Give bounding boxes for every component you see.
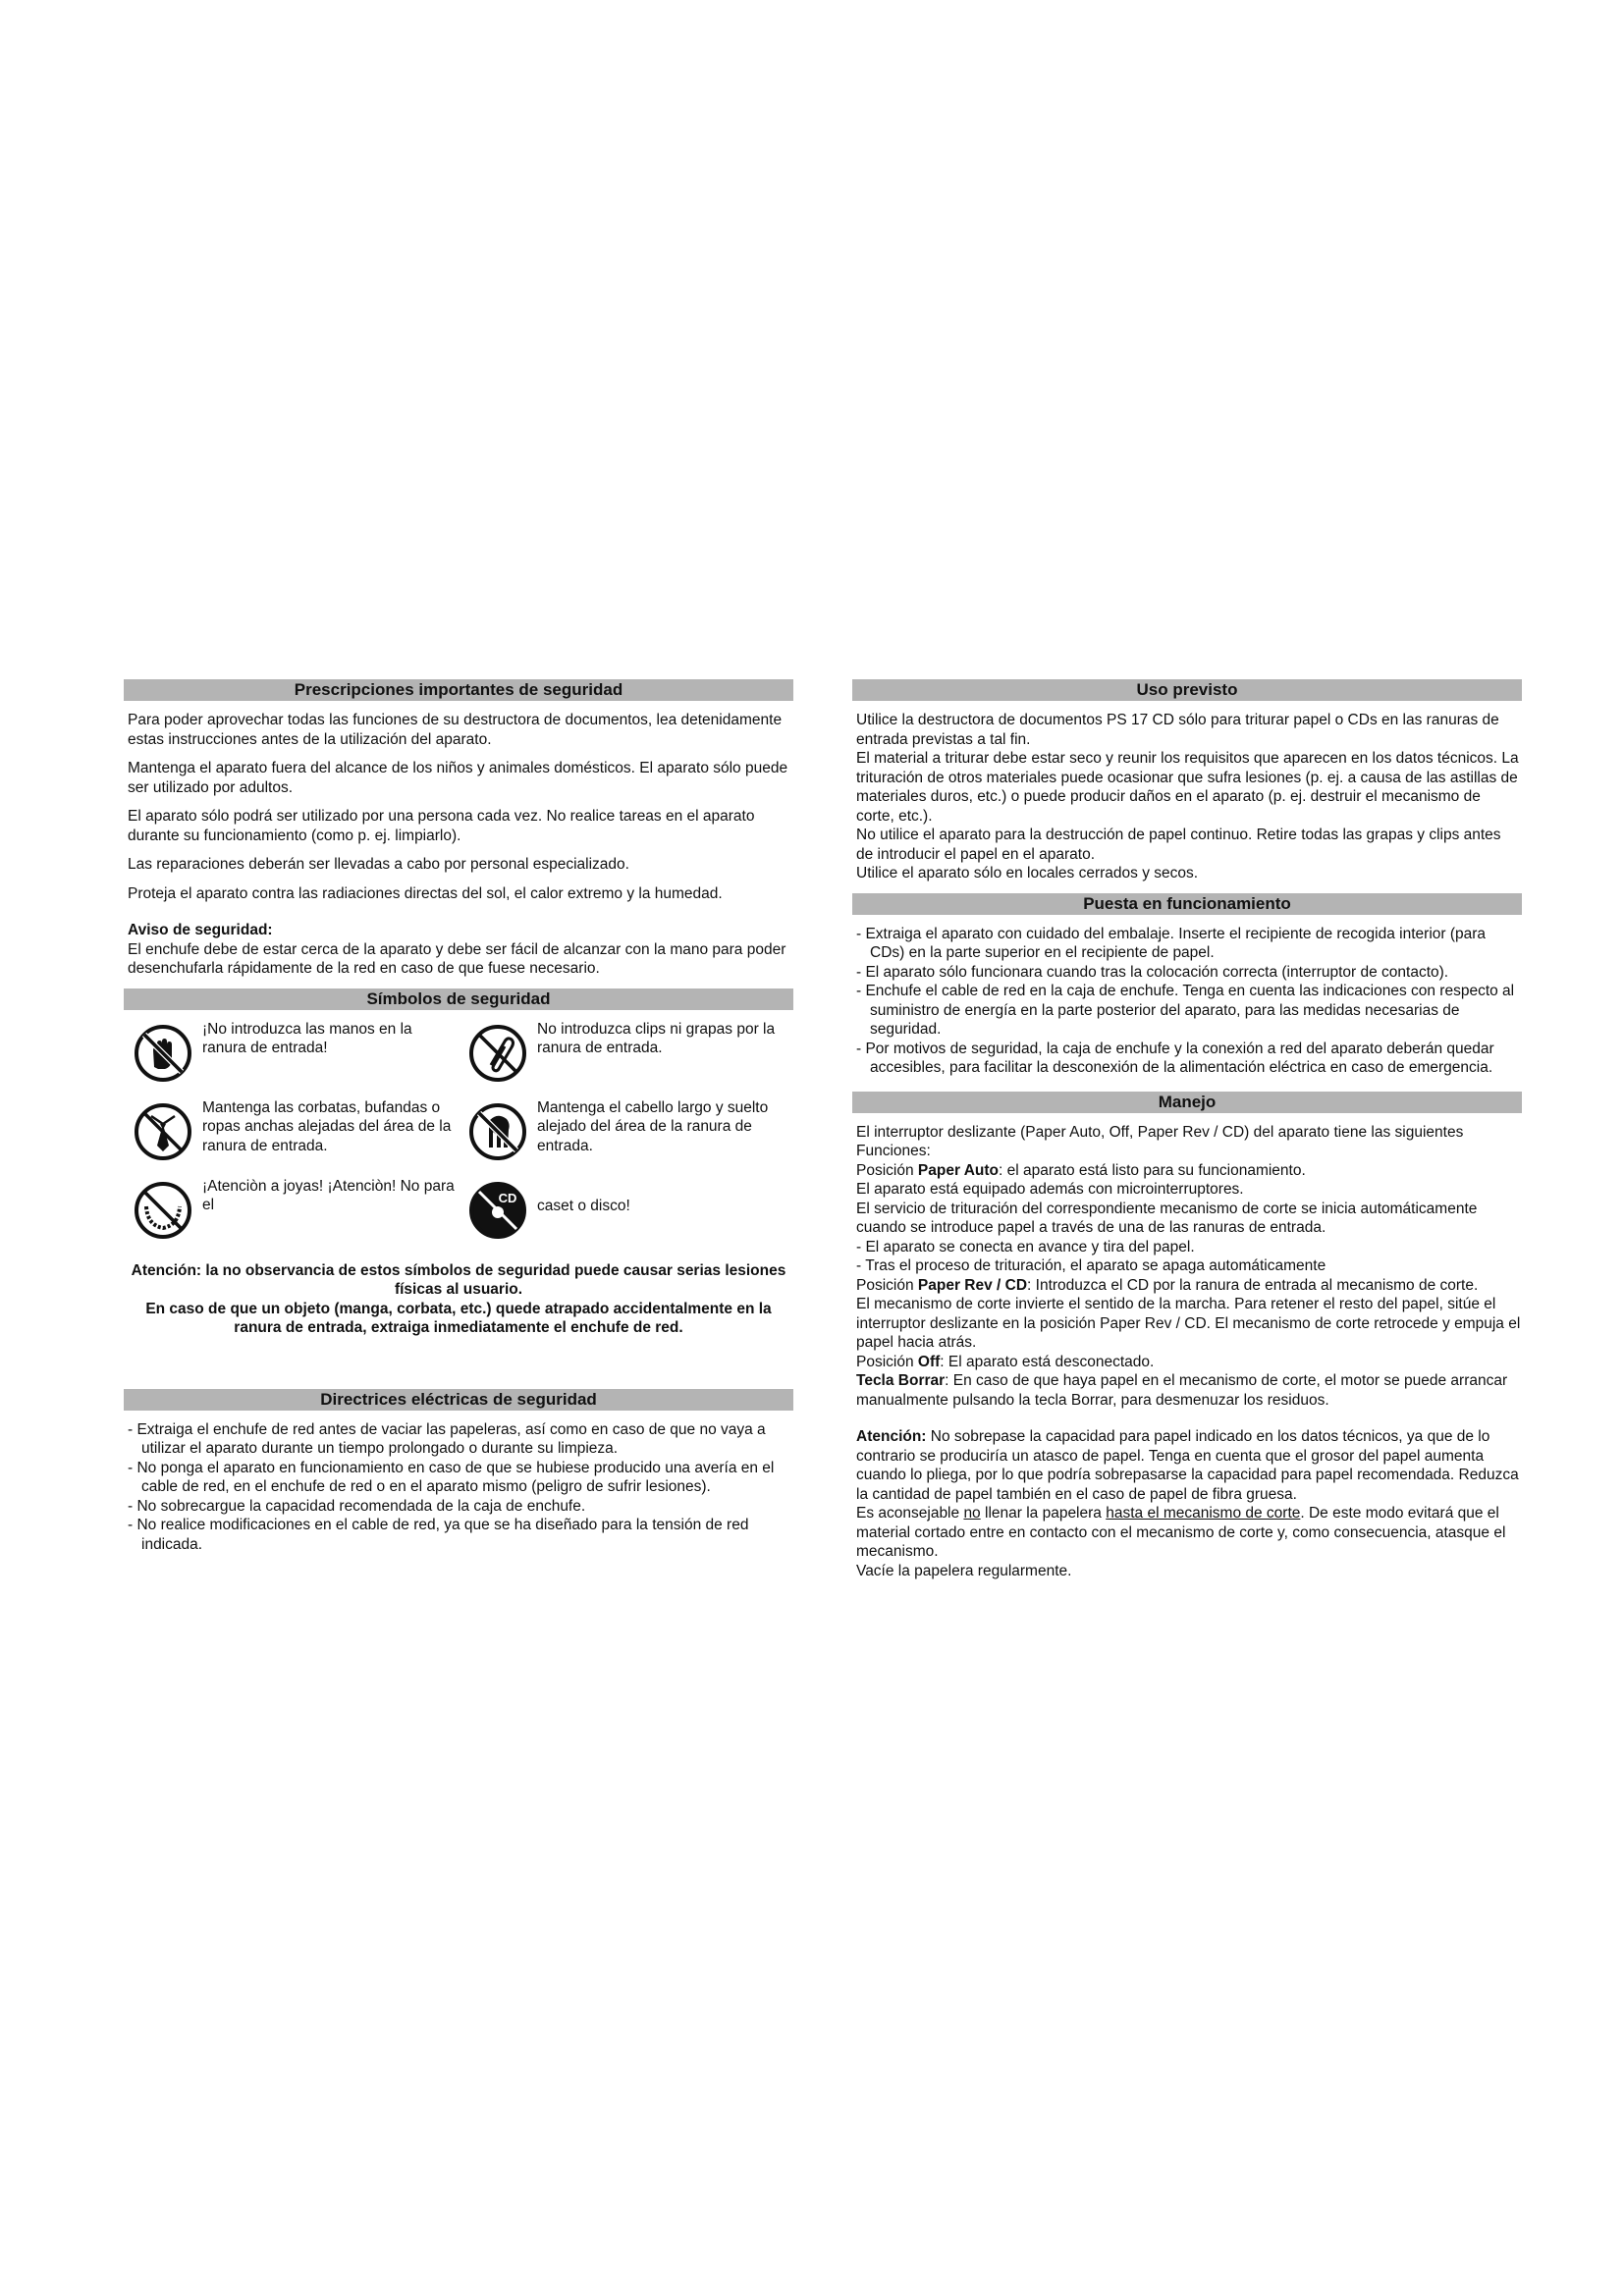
aconsejable-line [856,1504,1522,1562]
list-item: - Enchufe el cable de red en la caja de enchufe. Tenga en cuenta las indicaciones con respecto al suministro de energía en la parte posterior del aparato, para las medidas necesarias de seguridad. [856,982,1522,1040]
puesta-heading: Puesta en funcionamiento [852,893,1522,915]
paper-rev-text: : Introduzca el CD por la ranura de entrada al mecanismo de corte. [1027,1276,1479,1294]
uso-line: El material a triturar debe estar seco y reunir los requisitos que aparecen en los datos técnicos. La trituración de otros materiales puede ocasionar que sufra lesiones (p. ej. a causa de las astillas de materiales duros, etc.) o puede producir daños en el aparato (p. ej. destruir el mecanismo de corte, etc.). [856,750,1519,825]
manejo-section [856,1123,1522,1411]
list-item: - No ponga el aparato en funcionamiento en caso de que se hubiese producido una avería en el cable de red, en el enchufe de red o en el aparato mismo (peligro de sufrir lesiones). [128,1459,793,1497]
no-tie-icon [134,1102,192,1161]
auto-list [856,1238,1522,1276]
safety-paragraph: Proteja el aparato contra las radiaciones directas del sol, el calor extremo y la humedad. [128,884,723,902]
right-column [852,679,1522,1590]
left-column [124,679,793,1564]
off-line [856,1353,1522,1372]
off-label: Off [917,1353,941,1370]
uso-line: Utilice el aparato sólo en locales cerrados y secos. [856,865,1199,881]
list-item: - Por motivos de seguridad, la caja de enchufe y la conexión a red del aparato deberán quedar accesibles, para facilitar la desconexión de la alimentación eléctrica en caso de emergencia. [856,1040,1522,1078]
cd-label: CD [498,1190,517,1205]
list-item: - Tras el proceso de trituración, el aparato se apaga automáticamente [856,1256,1522,1276]
symbol-item [124,1098,459,1161]
cd-icon [468,1181,527,1240]
paper-rev-line [856,1276,1522,1296]
symbol-text: Mantenga las corbatas, bufandas o ropas anchas alejadas del área de la ranura de entrada. [202,1098,452,1154]
aconsejable-hasta: hasta el mecanismo de corte [1106,1505,1301,1522]
list-item: - Extraiga el enchufe de red antes de vaciar las papeleras, así como en caso de que no vaya a utilizar el aparato durante un tiempo prolongado o durante su limpieza. [128,1420,793,1459]
list-item: - No realice modificaciones en el cable de red, ya que se ha diseñado para la tensión de red indicada. [128,1516,793,1554]
safety-paragraph: El aparato sólo podrá ser utilizado por una persona cada vez. No realice tareas en el aparato durante su funcionamiento (como p. ej. limpiarlo). [128,808,755,844]
symbols-grid [124,1020,793,1240]
symbol-item [459,1177,793,1240]
safety-paragraph: Para poder aprovechar todas las funciones de su destructora de documentos, lea detenidamente estas instrucciones antes de la utilización del aparato. [128,712,783,748]
vacie-line: Vacíe la papelera regularmente. [856,1562,1072,1579]
uso-line: No utilice el aparato para la destrucción de papel continuo. Retire todas las grapas y clips antes de introducir el papel en el aparato. [856,827,1501,863]
borrar-line [856,1371,1522,1410]
symbols-heading: Símbolos de seguridad [124,988,793,1010]
warning-text: En caso de que un objeto (manga, corbata, etc.) quede atrapado accidentalmente en la ranura de entrada, extraiga inmediatamente el enchufe de red. [145,1300,772,1336]
safety-paragraph: Mantenga el aparato fuera del alcance de los niños y animales domésticos. El aparato sólo puede ser utilizado por adultos. [128,760,788,796]
symbol-item [124,1177,459,1240]
puesta-list [856,925,1522,1078]
symbol-item [459,1020,793,1083]
atencion-text: No sobrepase la capacidad para papel indicado en los datos técnicos, ya que de lo contrario se produciría un atasco de papel. Tenga en cuenta que el grosor del papel aumenta cuando lo pliega, por lo que podría sobrepasarse la capacidad para papel recomendada. Reduzca la cantidad de papel también en el caso de papel de fibra gruesa. [856,1428,1519,1503]
symbol-text: ¡Atenciòn a joyas! ¡Atenciòn! No para el [202,1177,455,1213]
paper-auto-text: : el aparato está listo para su funcionamiento. [999,1161,1306,1179]
list-item: - El aparato se conecta en avance y tira del papel. [856,1238,1522,1257]
symbol-item [459,1098,793,1161]
manejo-heading: Manejo [852,1092,1522,1113]
aconsejable-text: Es aconsejable [856,1505,964,1522]
list-item: - No sobrecargue la capacidad recomendada de la caja de enchufe. [128,1497,793,1517]
no-long-hair-icon [468,1102,527,1161]
list-item: - Extraiga el aparato con cuidado del embalaje. Inserte el recipiente de recogida interior (para CDs) en la parte superior en el recipiente de papel. [856,925,1522,963]
electrical-list [128,1420,793,1555]
safety-heading: Prescripciones importantes de seguridad [124,679,793,701]
symbol-text: caset o disco! [537,1197,630,1214]
aconsejable-text: . De este modo evitará que el material cortado entre en contacto con el mecanismo de corte y, como consecuencia, atasque el mecanismo. [856,1505,1506,1560]
uso-line: Utilice la destructora de documentos PS 17 CD sólo para triturar papel o CDs en las ranuras de entrada previstas a tal fin. [856,712,1499,748]
servicio-line: El servicio de trituración del correspondiente mecanismo de corte se inicia automáticamente cuando se introduce papel a través de una de las ranuras de entrada. [856,1200,1478,1236]
paper-auto-line [856,1161,1522,1181]
manejo-intro: El interruptor deslizante (Paper Auto, Off, Paper Rev / CD) del aparato tiene las siguientes Funciones: [856,1123,1464,1159]
borrar-text: : En caso de que haya papel en el mecanismo de corte, el motor se puede arrancar manualmente pulsando la tecla Borrar, para desmenuzar los residuos. [856,1372,1508,1409]
atencion-line [856,1427,1522,1504]
atencion-section [856,1427,1522,1580]
symbol-text: Mantenga el cabello largo y suelto alejado del área de la ranura de entrada. [537,1098,769,1154]
micro-line: El aparato está equipado además con microinterruptores. [856,1181,1244,1198]
uso-heading: Uso previsto [852,679,1522,701]
uso-section [856,711,1522,883]
rev-line: El mecanismo de corte invierte el sentido de la marcha. Para retener el resto del papel, sitúe el interruptor deslizante en la posición Paper Rev / CD. El mecanismo de corte retrocede y empuja el papel hacia atrás. [856,1296,1521,1351]
symbol-text: No introduzca clips ni grapas por la ranura de entrada. [537,1020,776,1056]
warning-text: Atención: la no observancia de estos símbolos de seguridad puede causar serias lesiones físicas al usuario. [131,1261,786,1298]
pos-label: Posición [856,1161,914,1179]
no-hands-icon [134,1024,192,1083]
atencion-label: Atención: [856,1428,927,1445]
electrical-heading: Directrices eléctricas de seguridad [124,1389,793,1411]
symbol-item [124,1020,459,1083]
paper-rev-label: Paper Rev / CD [917,1276,1028,1294]
aviso-title: Aviso de seguridad: [128,922,273,938]
aconsejable-text: llenar la papelera [980,1505,1107,1522]
pos-label: Posición [856,1353,914,1370]
off-text: : El aparato está desconectado. [940,1353,1155,1370]
borrar-label: Tecla Borrar [856,1372,946,1389]
paper-auto-label: Paper Auto [917,1161,1000,1179]
no-clips-icon [468,1024,527,1083]
symbol-text: ¡No introduzca las manos en la ranura de entrada! [202,1020,412,1056]
no-jewelry-icon [134,1181,192,1240]
pos-label: Posición [856,1276,914,1294]
aviso-text: El enchufe debe de estar cerca de la aparato y debe ser fácil de alcanzar con la mano para poder desenchufarla rápidamente de la red en caso de que fuese necesario. [128,940,786,977]
list-item: - El aparato sólo funcionara cuando tras la colocación correcta (interruptor de contacto). [856,963,1522,983]
aconsejable-no: no [963,1505,981,1522]
safety-paragraph: Las reparaciones deberán ser llevadas a cabo por personal especializado. [128,856,629,873]
